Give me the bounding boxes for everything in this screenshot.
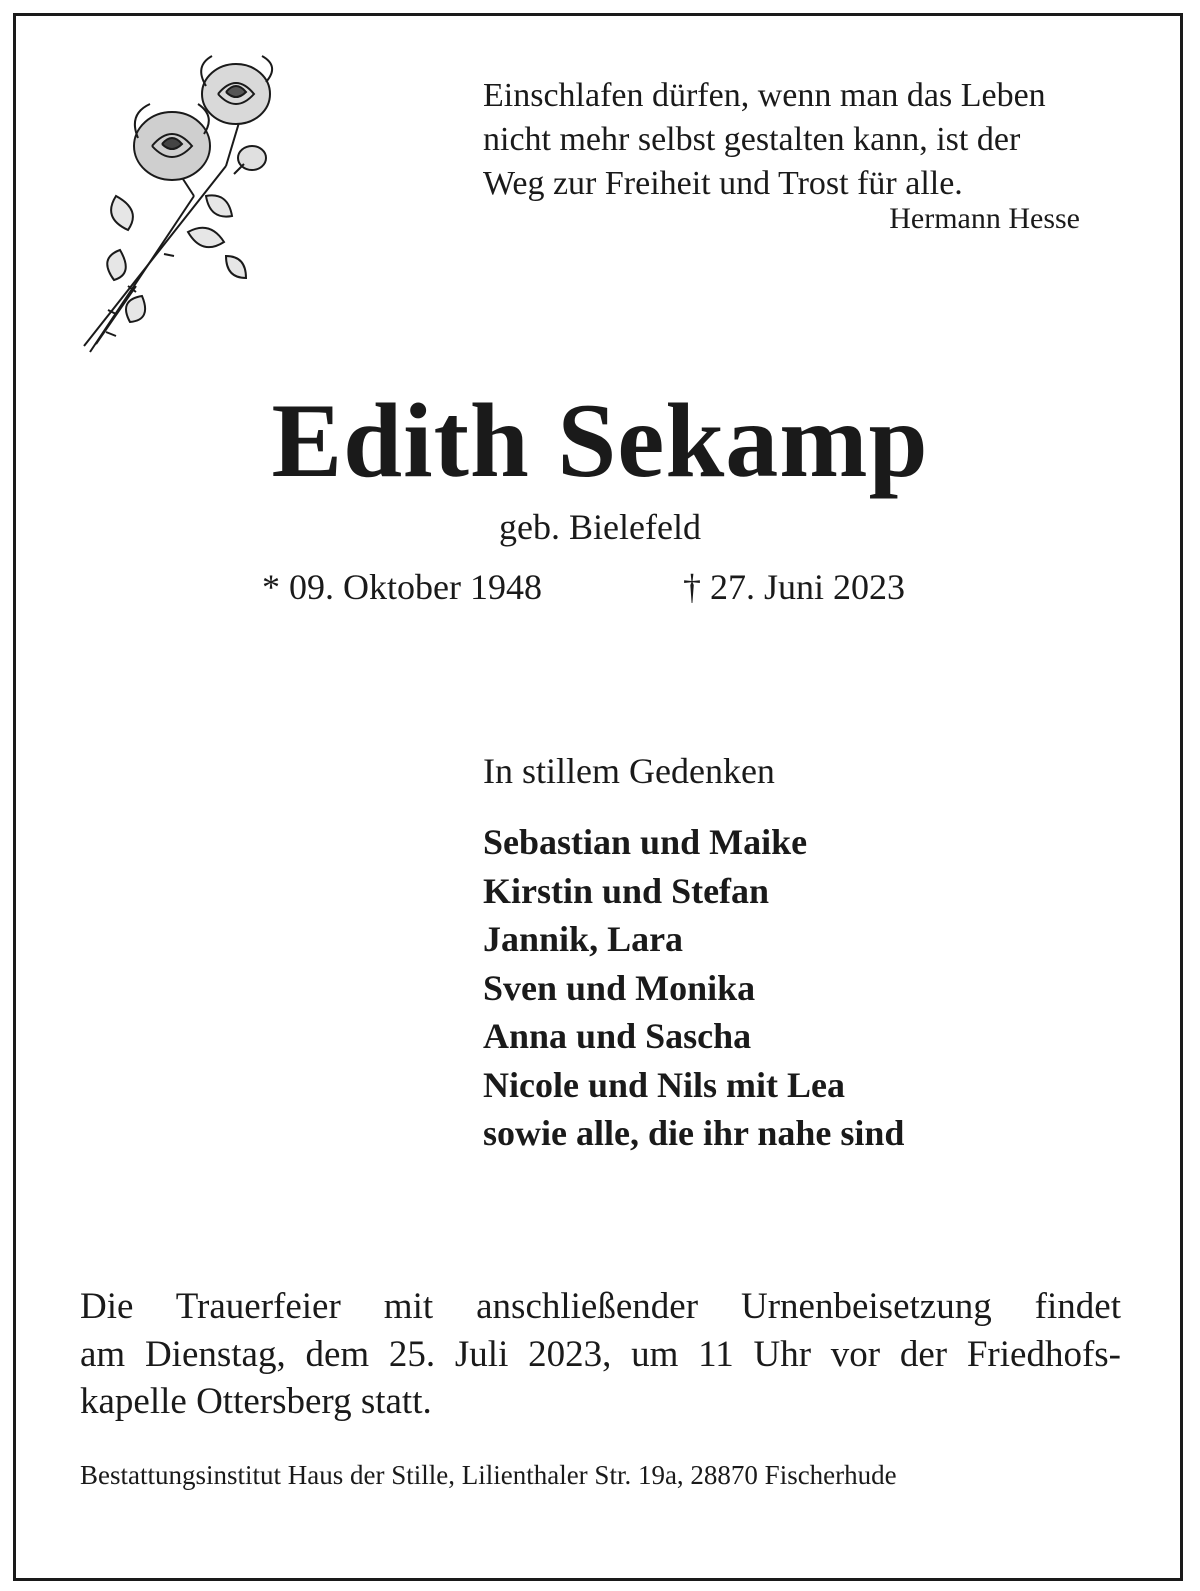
deceased-name: Edith Sekamp — [271, 382, 929, 499]
quote-line: Einschlafen dürfen, wenn man das Leben — [483, 77, 1046, 114]
mourner-entry: Sven und Monika — [483, 967, 756, 1008]
quote-line: Weg zur Freiheit und Trost für alle. — [483, 165, 963, 202]
mourner-entry: Sebastian und Maike — [483, 822, 808, 862]
birth-date: * 09. Oktober 1948 — [262, 567, 542, 607]
maiden-name: geb. Bielefeld — [499, 507, 701, 547]
funeral-home-footer: Bestattungsinstitut Haus der Stille, Lilienthaler Str. 19a, 28870 Fischerhude — [80, 1460, 897, 1490]
mourner-entry: Anna und Sascha — [483, 1016, 752, 1056]
mourner-entry: sowie alle, die ihr nahe sind — [483, 1113, 905, 1153]
death-date: † 27. Juni 2023 — [683, 567, 906, 607]
mourners-list — [483, 818, 904, 1158]
quote-author: Hermann Hesse — [889, 202, 1080, 235]
quote-line: nicht mehr selbst gestalten kann, ist der — [483, 121, 1021, 158]
quote — [483, 74, 1103, 206]
memory-heading: In stillem Gedenken — [483, 751, 775, 791]
service-line: Die Trauerfeier mit anschließender Urnenbeisetzung findet — [80, 1286, 1121, 1327]
mourner-entry: Nicole und Nils mit Lea — [483, 1064, 846, 1105]
mourner-entry: Kirstin und Stefan — [483, 870, 770, 911]
service-line: kapelle Ottersberg statt. — [80, 1381, 432, 1422]
roses-illustration-icon — [76, 46, 276, 366]
service-line: am Dienstag, dem 25. Juli 2023, um 11 Uhr vor der Friedhofs- — [80, 1333, 1121, 1375]
service-announcement — [80, 1283, 1121, 1426]
mourner-entry: Jannik, Lara — [483, 919, 684, 959]
